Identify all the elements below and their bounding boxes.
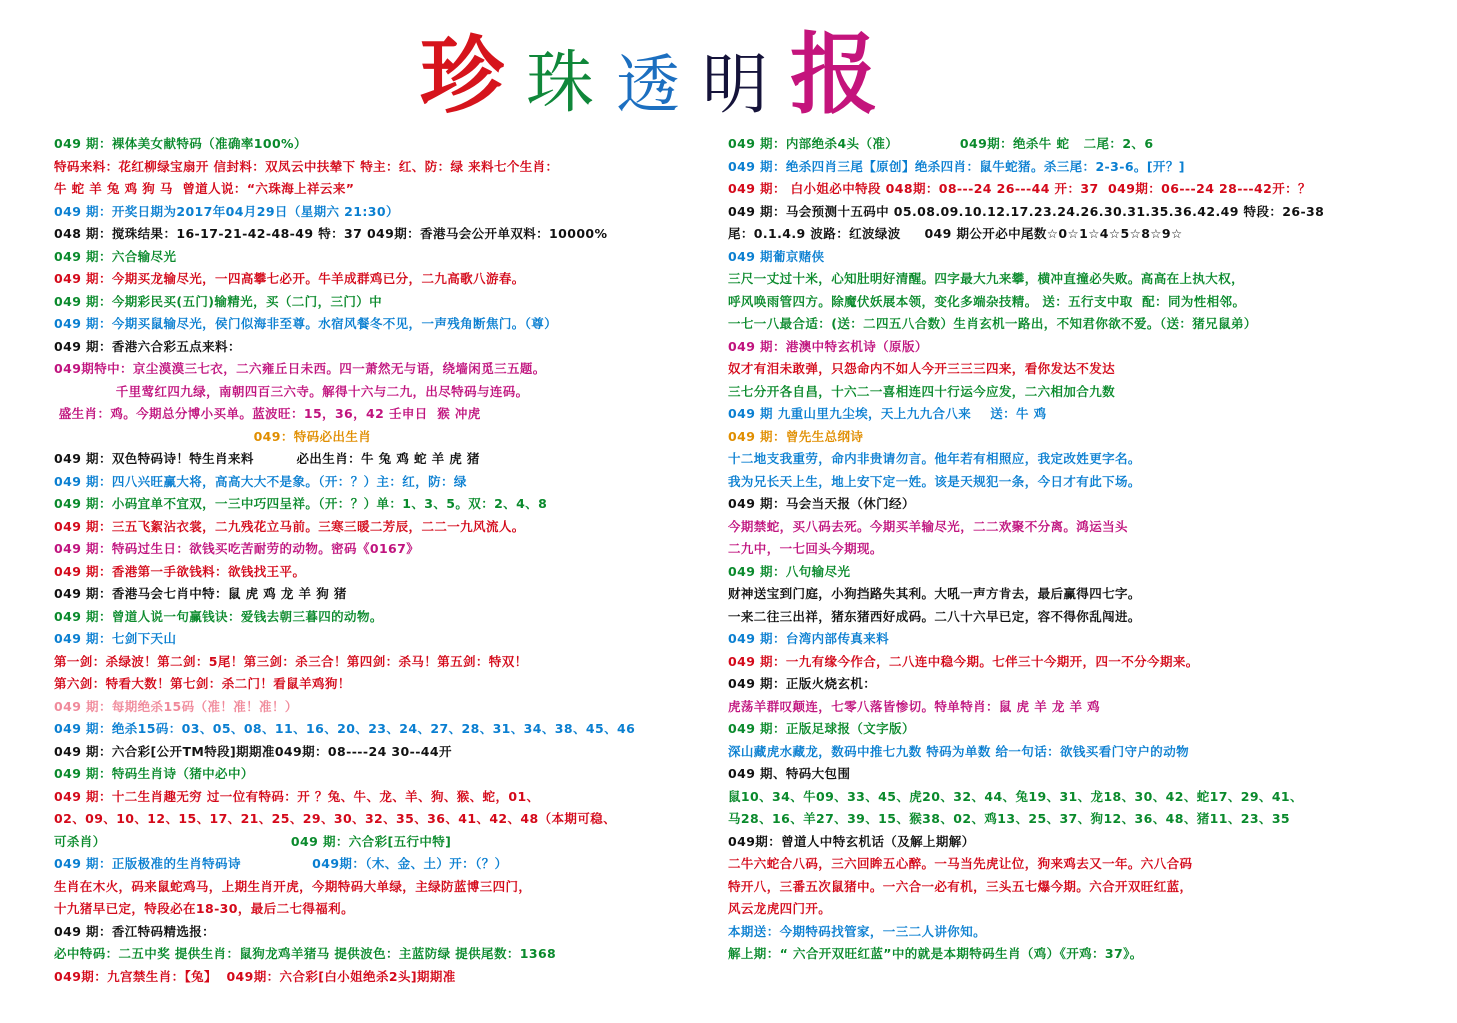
text-line: 三七分开各自昌，十六二一喜相连四十行运今应发，二六相加合九数 xyxy=(728,383,1116,399)
text-line: 049 期：四八兴旺赢大将，高高大大不是象。（开：？）主：红，防：绿 xyxy=(54,473,467,489)
text-line: 尾：0.1.4.9 波路：红波绿波 049 期公开必中尾数☆0☆1☆4☆5☆8☆9☆ xyxy=(728,226,1183,241)
text-line: 十二地支我重劳，命内非贵请勿言。他年若有相照应，我定改姓更字名。 xyxy=(728,451,1141,466)
text-line: 049 期：六合彩[公开TM特段]期期准049期：08----24 30--44开 xyxy=(54,743,452,759)
text-line: 二牛六蛇合八码，三六回眸五心醉。一马当先虎让位，狗来鸡去又一年。六八合码 xyxy=(728,856,1193,871)
text-line: 049 期：曾先生总纲诗 xyxy=(728,428,864,444)
text-line: 鼠10、34、牛09、33、45、虎20、32、44、兔19、31、龙18、30、42、蛇17、29、41、 xyxy=(728,788,1303,804)
masthead-char: 珠 xyxy=(526,44,595,123)
text-line: 049 期：十二生肖趣无穷 过一位有特码：开 ？兔、牛、龙、羊、狗、猴、蛇，01、 xyxy=(54,788,540,804)
text-line: 049 期、特码大包围 xyxy=(728,766,851,781)
text-line: 049 期：香港马会七肖中特：鼠 虎 鸡 龙 羊 狗 猪 xyxy=(54,586,347,601)
text-line: 049 期：今期彩民买(五门)输精光，买（二门，三门）中 xyxy=(54,293,383,309)
text-line: 049 期：小码宜单不宜双，一三中巧四呈祥。（开：？）单：1、3、5。双：2、4、8 xyxy=(54,496,548,511)
text-line: 049 期：裸体美女献特码（准确率100%） xyxy=(54,136,307,151)
text-line: 盛生肖：鸡。今期总分博小买单。蓝波旺：15，36，42 壬申日 猴 冲虎 xyxy=(54,406,481,421)
masthead-char: 报 xyxy=(790,22,879,126)
text-line: 奴才有泪未敢弹，只怨命内不如人今开三三三四来，看你发达不发达 xyxy=(728,361,1116,376)
text-line: 深山藏虎水藏龙，数码中推七九数 特码为单数 给一句话：欲钱买看门守户的动物 xyxy=(728,743,1190,759)
text-line: 02、09、10、12、15、17、21、25、29、30、32、35、36、41、42、48（本期可稳、 xyxy=(54,811,617,826)
text-line: 049期：九宫禁生肖：【兔】 049期：六合彩[白小姐绝杀2头]期期准 xyxy=(54,968,456,984)
text-line: 049 期：六合输尽光 xyxy=(54,248,177,264)
text-line: 生肖在木火，码来鼠蛇鸡马，上期生肖开虎，今期特码大单绿，主绿防蓝博三四门， xyxy=(54,878,532,894)
text-line: 第一剑：杀绿波！第二剑：5尾！第三剑：杀三合！第四剑：杀马！第五剑：特双！ xyxy=(54,653,528,669)
text-line: 049 期：马会当天报（休门经） xyxy=(728,496,915,511)
text-line: 049 期：曾道人说一句赢钱诀：爱钱去朝三暮四的动物。 xyxy=(54,608,383,624)
text-line: 特开八，三番五次鼠猪中。一六合一必有机，三头五七爆今期。六合开双旺红蓝， xyxy=(728,878,1193,894)
text-line: 049 期：正版极准的生肖特码诗 049期：（木、金、土）开：（？） xyxy=(54,856,508,871)
text-line: 049 期：绝杀15码：03、05、08、11、16、20、23、24、27、28、31、34、38、45、46 xyxy=(54,721,636,736)
text-line: 可杀肖） 049 期：六合彩[五行中特] xyxy=(54,833,452,849)
text-line: 049 期：绝杀四肖三尾【原创】绝杀四肖：鼠牛蛇猪。杀三尾：2-3-6。[开？] xyxy=(728,158,1185,174)
text-line: 049 期：双色特码诗！特生肖来料 必出生肖：牛 兔 鸡 蛇 羊 虎 猪 xyxy=(54,451,480,466)
text-line: 049 期：开奖日期为2017年04月29日（星期六 21:30） xyxy=(54,203,399,219)
text-line: 我为兄长天上生，地上安下定一姓。该是天规犯一条，今日才有此下场。 xyxy=(728,473,1141,489)
text-line: 今期禁蛇，买八码去死。今期买羊输尽光，二二欢聚不分离。鸿运当头 xyxy=(728,518,1128,534)
text-line: 必中特码：二五中奖 提供生肖：鼠狗龙鸡羊猪马 提供波色：主蓝防绿 提供尾数：1368 xyxy=(54,946,557,961)
text-line: 049 期：马会预测十五码中 05.08.09.10.12.17.23.24.26.30.31.35.36.42.49 特段：26-38 xyxy=(728,203,1325,219)
text-line: 049 期：港澳中特玄机诗（原版） xyxy=(728,338,928,354)
text-line: 049：特码必出生肖 xyxy=(54,428,372,444)
text-line: 本期送：今期特码找管家，一三二人讲你知。 xyxy=(728,923,987,939)
right-column xyxy=(728,133,1428,966)
text-line: 048 期：搅珠结果：16-17-21-42-48-49 特：37 049期：香港马会公开单双料：10000% xyxy=(54,226,608,241)
text-line: 呼风唤雨管四方。除魔伏妖展本领，变化多端杂技精。 送：五行支中取 配：同为性相邻。 xyxy=(728,293,1246,309)
text-line: 049 期：正版足球报（文字版） xyxy=(728,721,915,736)
text-line: 049 期：今期买龙输尽光，一四高攀七必开。牛羊成群鸡已分，二九高歌八游春。 xyxy=(54,271,525,286)
text-line: 第六剑：特看大数！第七剑：杀二门！看鼠羊鸡狗！ xyxy=(54,676,351,691)
text-line: 049 期葡京赌侠 xyxy=(728,248,825,264)
text-line: 风云龙虎四门开。 xyxy=(728,901,832,916)
text-line: 049 期：七剑下天山 xyxy=(54,631,177,646)
text-line: 049 期 九重山里九尘埃，天上九九合八来 送：牛 鸡 xyxy=(728,406,1047,421)
text-line: 马28、16、羊27、39、15、猴38、02、鸡13、25、37、狗12、36、48、猪11、23、35 xyxy=(728,811,1291,826)
text-line: 049 期：台湾内部传真来料 xyxy=(728,631,890,646)
text-line: 049 期：香港第一手欲钱料：欲钱找王平。 xyxy=(54,563,306,579)
text-line: 049 期：香港六合彩五点来料： xyxy=(54,338,241,354)
text-line: 三尺一丈过十米，心知肚明好清醒。四字最大九来攀，横冲直撞必失败。高高在上执大权， xyxy=(728,271,1245,286)
text-line: 049 期：每期绝杀15码（准！准！准！） xyxy=(54,698,298,714)
text-line: 049 期：正版火烧玄机： xyxy=(728,676,877,691)
masthead-char: 明 xyxy=(702,46,769,123)
text-line: 049 期：三五飞絮沾衣裳，二九残花立马前。三寒三暖二芳辰，二二一九风流人。 xyxy=(54,518,525,534)
text-line: 049期特中：京尘漠漠三七衣，二六雍丘日未西。四一萧然无与语，绕墙闲觅三五题。 xyxy=(54,361,546,376)
masthead-char: 珍 xyxy=(420,26,505,125)
text-line: 财神送宝到门庭，小狗挡路失其利。大吼一声方肯去，最后赢得四七字。 xyxy=(728,586,1141,601)
text-line: 049 期：八句输尽光 xyxy=(728,563,851,579)
text-line: 一来二往三出祥，猪东猪西好成码。二八十六早已定，容不得你乱闯进。 xyxy=(728,608,1141,624)
masthead-char: 透 xyxy=(616,49,681,123)
text-line: 一七一八最合适：(送：二四五八合数）生肖玄机一路出，不知君你欲不爱。（送：猪兄鼠弟） xyxy=(728,316,1257,331)
text-line: 049 期：内部绝杀4头（准） 049期：绝杀牛 蛇 二尾：2、6 xyxy=(728,136,1154,151)
text-line: 049 期：香江特码精选报： xyxy=(54,923,216,939)
text-line: 049 期：一九有缘今作合，二八连中稳今期。七伴三十今期开，四一不分今期来。 xyxy=(728,653,1199,669)
text-line: 049 期： 白小姐必中特段 048期：08---24 26---44 开：37 049期：06---24 28---42开：？ xyxy=(728,181,1311,196)
left-column xyxy=(54,133,694,988)
text-line: 049 期：特码过生日：欲钱买吃苦耐劳的动物。密码《0167》 xyxy=(54,541,420,556)
masthead-title xyxy=(420,22,900,126)
text-line: 049 期：今期买鼠输尽光，侯门似海非至尊。水宿风餐冬不见，一声残角断焦门。（尊） xyxy=(54,316,558,331)
text-line: 解上期：“ 六合开双旺红蓝”中的就是本期特码生肖（鸡）《开鸡：37》。 xyxy=(728,946,1143,961)
text-line: 牛 蛇 羊 兔 鸡 狗 马 曾道人说：“六珠海上祥云来” xyxy=(54,181,355,196)
text-line: 十九猪早已定，特段必在18-30，最后二七得福利。 xyxy=(54,901,354,916)
text-line: 二九中，一七回头今期现。 xyxy=(728,541,883,556)
text-line: 049期：曾道人中特玄机话（及解上期解） xyxy=(728,833,975,849)
text-line: 049 期：特码生肖诗（猪中必中） xyxy=(54,766,254,781)
text-line: 虎荡羊群叹颠连，七零八落皆惨切。特单特肖：鼠 虎 羊 龙 羊 鸡 xyxy=(728,698,1101,714)
text-line: 特码来料：花红柳绿宝扇开 信封料：双凤云中扶辇下 特主：红、防：绿 来料七个生肖： xyxy=(54,158,559,174)
text-line: 千里莺红四九绿，南朝四百三六寺。解得十六与二九，出尽特码与连码。 xyxy=(54,383,529,399)
